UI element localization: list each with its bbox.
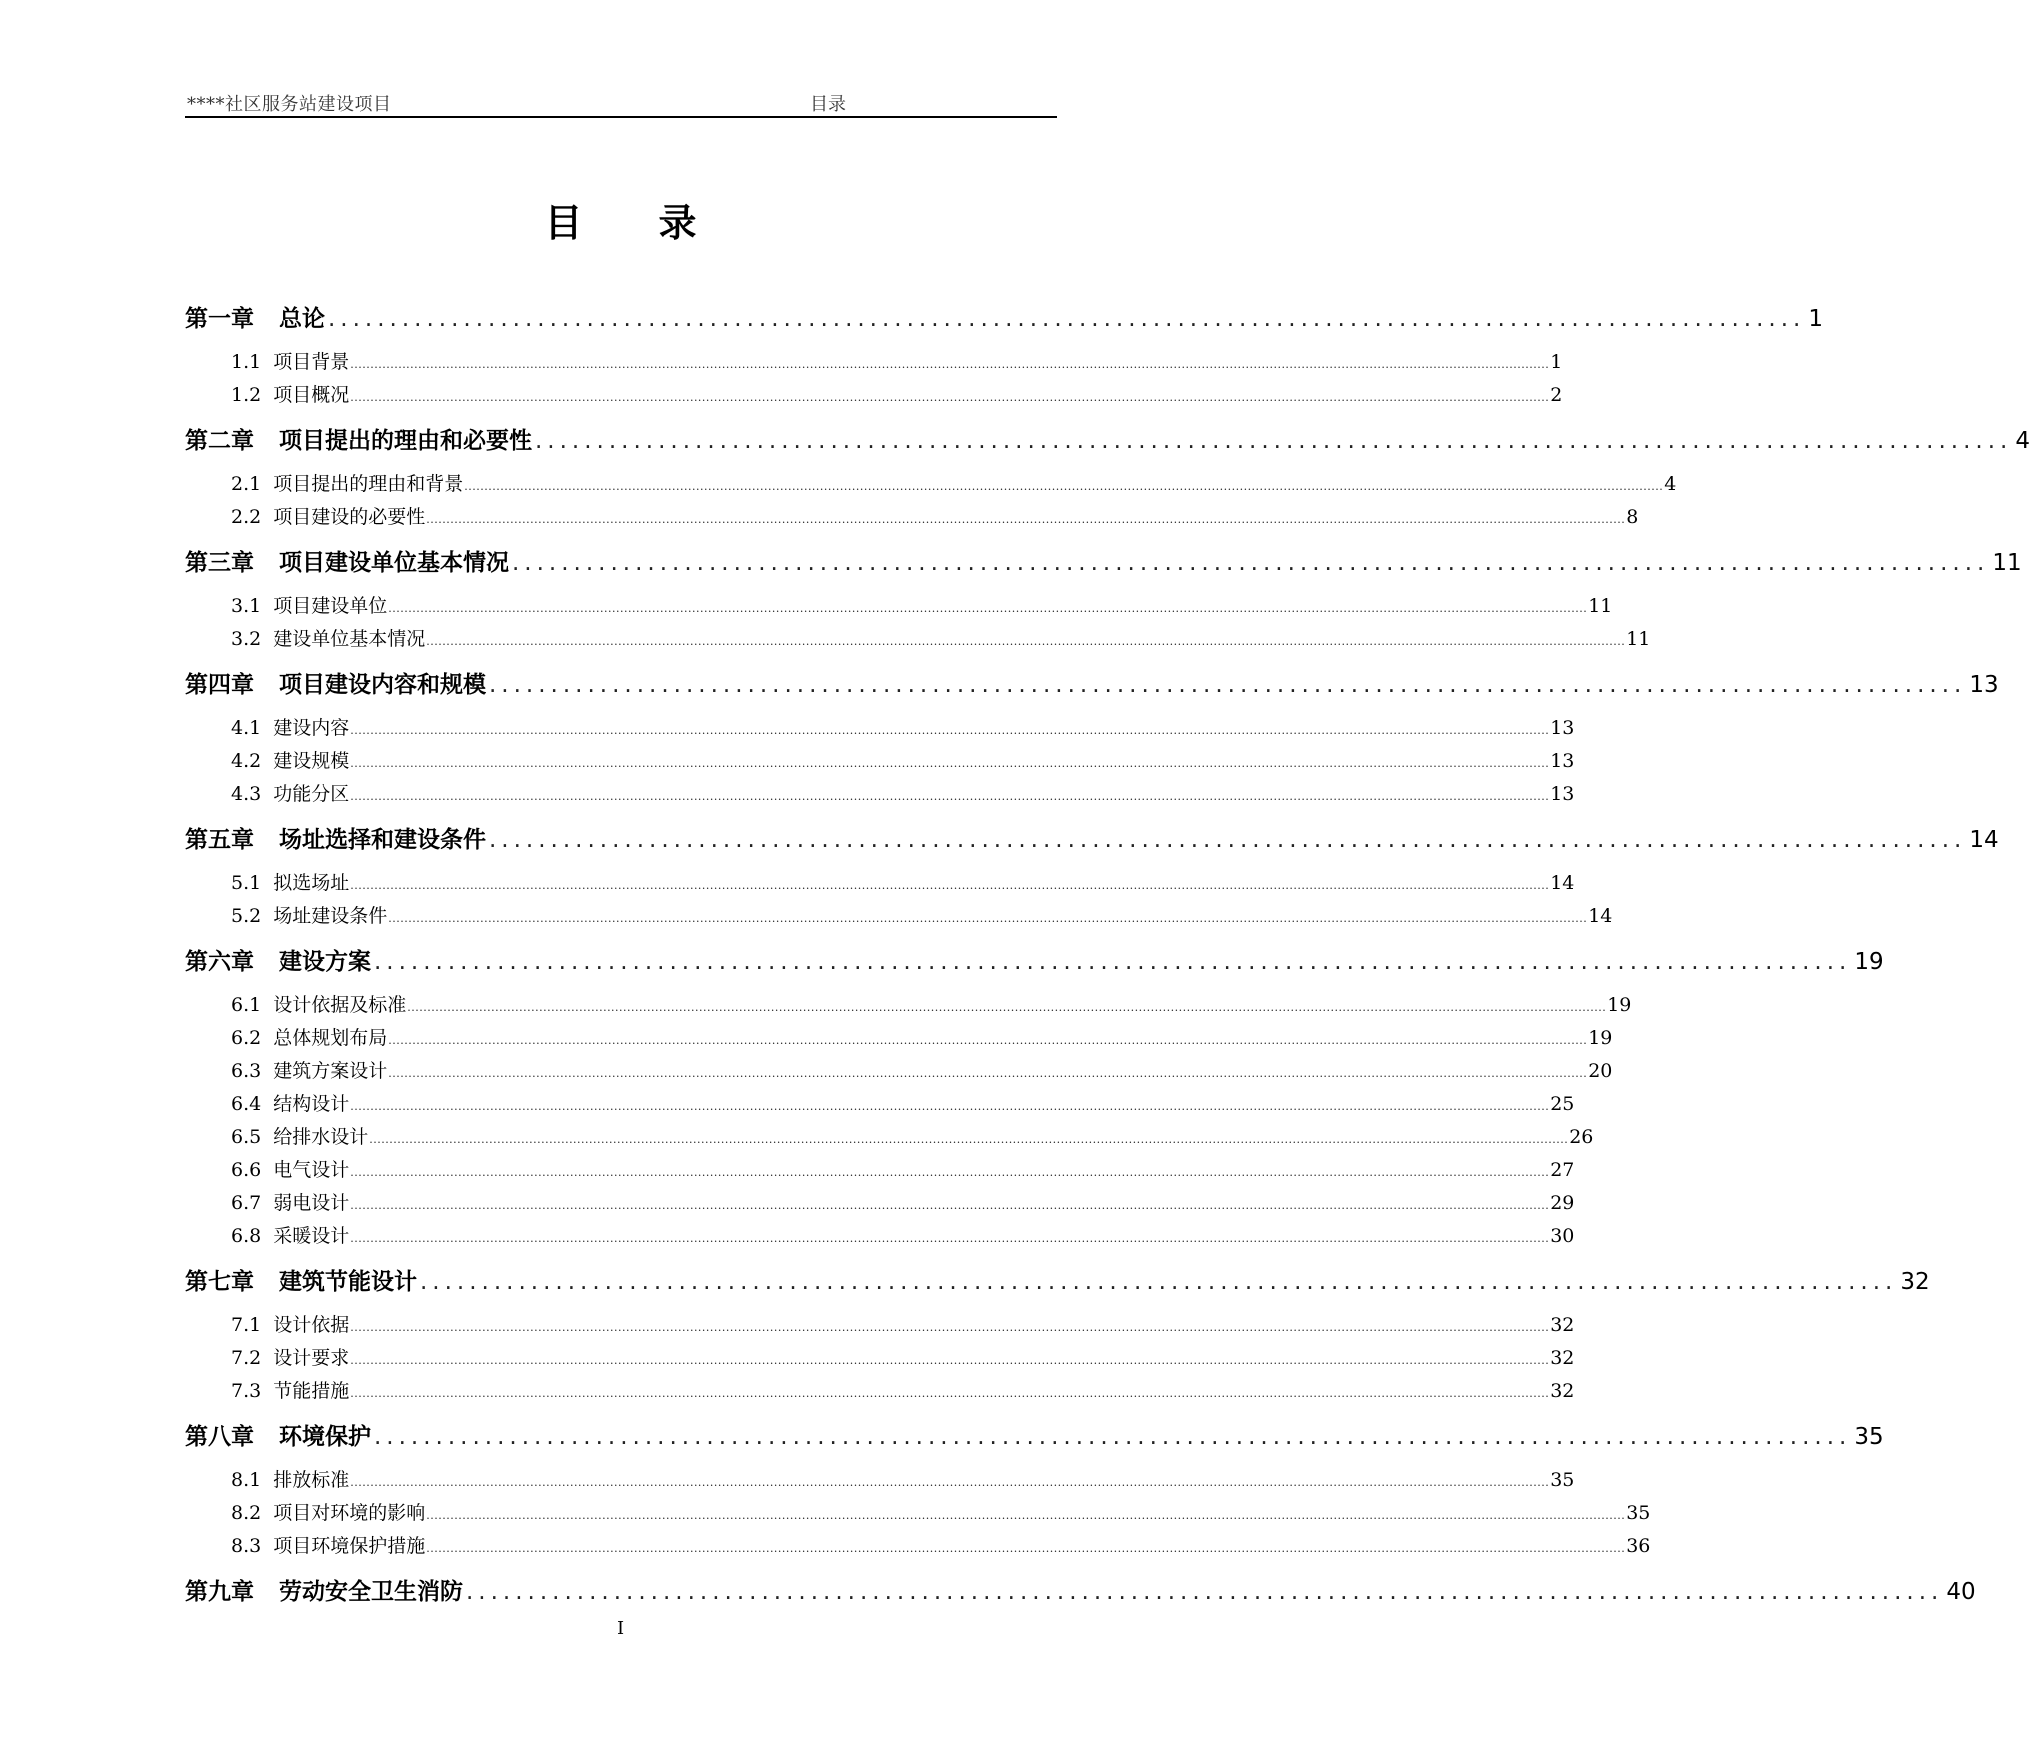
section-number: 1.2 xyxy=(231,384,262,406)
chapter-page-number: 19 xyxy=(1854,949,1884,975)
dot-leader: ............................................................................................................................................................................................................................................................................................................ xyxy=(350,1476,1550,1489)
section-page-number: 36 xyxy=(1626,1535,1651,1557)
chapter-title: 项目建设内容和规模 xyxy=(279,672,486,698)
toc-chapter-entry[interactable] xyxy=(185,936,1884,989)
section-page-number: 29 xyxy=(1550,1192,1575,1214)
section-title: 建设单位基本情况 xyxy=(273,628,426,650)
chapter-number: 第五章 xyxy=(185,827,254,853)
dot-leader: ............................................................................................................................................................................................................................................................................................................ xyxy=(350,1321,1550,1334)
chapter-page-number: 40 xyxy=(1946,1579,1976,1605)
chapter-page-number: 11 xyxy=(1992,550,2022,576)
section-page-number: 26 xyxy=(1569,1126,1594,1148)
dot-leader: ............................................................................................................................................................................................................................................................................................................ xyxy=(426,513,1626,526)
section-page-number: 19 xyxy=(1588,1027,1613,1049)
section-title: 项目概况 xyxy=(273,384,350,406)
chapter-number: 第三章 xyxy=(185,550,254,576)
section-page-number: 14 xyxy=(1550,872,1575,894)
section-page-number: 32 xyxy=(1550,1347,1575,1369)
section-title: 总体规划布局 xyxy=(273,1027,388,1049)
section-page-number: 20 xyxy=(1588,1060,1613,1082)
section-number: 4.2 xyxy=(231,750,262,772)
chapter-number: 第九章 xyxy=(185,1579,254,1605)
section-page-number: 32 xyxy=(1550,1314,1575,1336)
toc-section-entry[interactable] xyxy=(185,379,1563,412)
section-number: 6.1 xyxy=(231,994,262,1016)
chapter-title: 劳动安全卫生消防 xyxy=(279,1579,463,1605)
dot-leader: ............................................................................................................................................................................................................................................................................................................ xyxy=(407,1001,1607,1014)
dot-leader: ............................................................................................................................................................................................................................................................................................................ xyxy=(350,1166,1550,1179)
chapter-number: 第七章 xyxy=(185,1269,254,1295)
section-title: 建设规模 xyxy=(273,750,350,772)
section-number: 7.3 xyxy=(231,1380,262,1402)
toc-section-entry[interactable] xyxy=(185,1375,1575,1408)
dot-leader: ............................................................................................................................................................................................................................................................................................................ xyxy=(350,1100,1550,1113)
dot-leader: ............................................................................................................................................................................................................................................................................................................ xyxy=(350,1387,1550,1400)
page-number: I xyxy=(616,1618,625,1639)
section-title: 项目提出的理由和背景 xyxy=(273,473,464,495)
toc-section-entry[interactable] xyxy=(185,1530,1651,1563)
section-page-number: 25 xyxy=(1550,1093,1575,1115)
section-number: 3.1 xyxy=(231,595,262,617)
dot-leader: ............................................................................................................................................................................................................................................................................................................ xyxy=(388,602,1588,615)
dot-leader: ............................................................................................................................................................................................................................................................................................................ xyxy=(350,879,1550,892)
section-page-number: 11 xyxy=(1626,628,1651,650)
dot-leader: ............................................................................................................................................................................................................................................................................................................ xyxy=(388,1067,1588,1080)
toc-section-entry[interactable] xyxy=(185,1055,1613,1088)
dot-leader: ............................................................................................................................................................................................................................................................................................................ xyxy=(350,1354,1550,1367)
dot-leader: ........................................................................................................................ xyxy=(374,949,1852,975)
toc-section-entry[interactable] xyxy=(185,590,1613,623)
section-number: 4.3 xyxy=(231,783,262,805)
chapter-title: 总论 xyxy=(279,306,325,332)
chapter-title: 建筑节能设计 xyxy=(279,1269,417,1295)
dot-leader: ........................................................................................................................ xyxy=(489,827,1967,853)
title-char-1: 目 xyxy=(544,201,583,245)
dot-leader: ............................................................................................................................................................................................................................................................................................................ xyxy=(350,790,1550,803)
dot-leader: ........................................................................................................................ xyxy=(512,550,1990,576)
table-of-contents xyxy=(185,293,2030,1619)
section-page-number: 35 xyxy=(1550,1469,1575,1491)
section-number: 2.1 xyxy=(231,473,262,495)
section-page-number: 30 xyxy=(1550,1225,1575,1247)
dot-leader: ............................................................................................................................................................................................................................................................................................................ xyxy=(350,724,1550,737)
dot-leader: ............................................................................................................................................................................................................................................................................................................ xyxy=(388,912,1588,925)
chapter-page-number: 13 xyxy=(1969,672,1999,698)
section-page-number: 11 xyxy=(1588,595,1613,617)
toc-section-entry[interactable] xyxy=(185,1121,1594,1154)
toc-section-entry[interactable] xyxy=(185,501,1639,534)
chapter-number: 第八章 xyxy=(185,1424,254,1450)
toc-section-entry[interactable] xyxy=(185,1220,1575,1253)
toc-section-entry[interactable] xyxy=(185,1309,1575,1342)
chapter-page-number: 14 xyxy=(1969,827,1999,853)
section-title: 建筑方案设计 xyxy=(273,1060,388,1082)
section-title: 弱电设计 xyxy=(273,1192,350,1214)
toc-chapter-entry[interactable] xyxy=(185,293,1823,346)
section-title: 节能措施 xyxy=(273,1380,350,1402)
section-number: 6.5 xyxy=(231,1126,262,1148)
section-title: 功能分区 xyxy=(273,783,350,805)
toc-section-entry[interactable] xyxy=(185,712,1575,745)
section-title: 电气设计 xyxy=(273,1159,350,1181)
toc-chapter-entry[interactable] xyxy=(185,1256,1930,1309)
toc-section-entry[interactable] xyxy=(185,867,1575,900)
section-page-number: 13 xyxy=(1550,717,1575,739)
toc-section-entry[interactable] xyxy=(185,1187,1575,1220)
section-number: 8.2 xyxy=(231,1502,262,1524)
chapter-number: 第一章 xyxy=(185,306,254,332)
toc-section-entry[interactable] xyxy=(185,346,1563,379)
chapter-title: 建设方案 xyxy=(279,949,371,975)
section-title: 项目环境保护措施 xyxy=(273,1535,426,1557)
header-section-name: 目录 xyxy=(810,94,846,115)
section-number: 4.1 xyxy=(231,717,262,739)
toc-section-entry[interactable] xyxy=(185,468,1677,501)
section-number: 6.4 xyxy=(231,1093,262,1115)
section-title: 项目背景 xyxy=(273,351,350,373)
section-page-number: 19 xyxy=(1607,994,1632,1016)
section-page-number: 35 xyxy=(1626,1502,1651,1524)
dot-leader: ............................................................................................................................................................................................................................................................................................................ xyxy=(369,1133,1569,1146)
chapter-page-number: 35 xyxy=(1854,1424,1884,1450)
section-number: 8.3 xyxy=(231,1535,262,1557)
dot-leader: ........................................................................................................................ xyxy=(374,1424,1852,1450)
toc-section-entry[interactable] xyxy=(185,1497,1651,1530)
toc-chapter-entry[interactable] xyxy=(185,415,2030,468)
chapter-number: 第四章 xyxy=(185,672,254,698)
section-title: 结构设计 xyxy=(273,1093,350,1115)
section-title: 设计依据 xyxy=(273,1314,350,1336)
chapter-number: 第二章 xyxy=(185,428,254,454)
section-title: 采暖设计 xyxy=(273,1225,350,1247)
toc-section-entry[interactable] xyxy=(185,900,1613,933)
section-page-number: 2 xyxy=(1550,384,1563,406)
dot-leader: ............................................................................................................................................................................................................................................................................................................ xyxy=(426,1509,1626,1522)
dot-leader: ............................................................................................................................................................................................................................................................................................................ xyxy=(426,1542,1626,1555)
section-number: 6.2 xyxy=(231,1027,262,1049)
section-title: 设计要求 xyxy=(273,1347,350,1369)
section-page-number: 1 xyxy=(1550,351,1563,373)
chapter-page-number: 4 xyxy=(2015,428,2030,454)
toc-section-entry[interactable] xyxy=(185,1022,1613,1055)
section-number: 1.1 xyxy=(231,351,262,373)
dot-leader: ............................................................................................................................................................................................................................................................................................................ xyxy=(350,391,1550,404)
section-title: 场址建设条件 xyxy=(273,905,388,927)
section-page-number: 4 xyxy=(1664,473,1677,495)
toc-chapter-entry[interactable] xyxy=(185,814,1999,867)
dot-leader: ........................................................................................................................ xyxy=(420,1269,1898,1295)
section-number: 2.2 xyxy=(231,506,262,528)
section-number: 6.6 xyxy=(231,1159,262,1181)
toc-chapter-entry[interactable] xyxy=(185,1411,1884,1464)
toc-section-entry[interactable] xyxy=(185,623,1651,656)
dot-leader: ........................................................................................................................ xyxy=(328,306,1806,332)
chapter-page-number: 32 xyxy=(1900,1269,1930,1295)
page-title xyxy=(0,192,1241,247)
page-header xyxy=(185,86,1057,118)
toc-section-entry[interactable] xyxy=(185,1154,1575,1187)
dot-leader: ............................................................................................................................................................................................................................................................................................................ xyxy=(350,1232,1550,1245)
section-number: 6.3 xyxy=(231,1060,262,1082)
dot-leader: ............................................................................................................................................................................................................................................................................................................ xyxy=(350,757,1550,770)
toc-section-entry[interactable] xyxy=(185,1342,1575,1375)
section-page-number: 8 xyxy=(1626,506,1639,528)
section-title: 项目建设的必要性 xyxy=(273,506,426,528)
chapter-number: 第六章 xyxy=(185,949,254,975)
toc-section-entry[interactable] xyxy=(185,989,1632,1022)
section-page-number: 14 xyxy=(1588,905,1613,927)
chapter-title: 环境保护 xyxy=(279,1424,371,1450)
toc-chapter-entry[interactable] xyxy=(185,1566,1976,1619)
toc-chapter-entry[interactable] xyxy=(185,537,2022,590)
section-title: 设计依据及标准 xyxy=(273,994,407,1016)
dot-leader: ............................................................................................................................................................................................................................................................................................................ xyxy=(350,358,1550,371)
section-number: 8.1 xyxy=(231,1469,262,1491)
chapter-title: 项目建设单位基本情况 xyxy=(279,550,509,576)
section-number: 5.1 xyxy=(231,872,262,894)
toc-section-entry[interactable] xyxy=(185,1088,1575,1121)
dot-leader: ........................................................................................................................ xyxy=(489,672,1967,698)
section-number: 7.2 xyxy=(231,1347,262,1369)
chapter-page-number: 1 xyxy=(1808,306,1823,332)
header-project-name: ****社区服务站建设项目 xyxy=(187,94,392,115)
dot-leader: ........................................................................................................................ xyxy=(466,1579,1944,1605)
chapter-title: 项目提出的理由和必要性 xyxy=(279,428,532,454)
section-title: 建设内容 xyxy=(273,717,350,739)
section-page-number: 13 xyxy=(1550,783,1575,805)
section-page-number: 13 xyxy=(1550,750,1575,772)
section-title: 项目对环境的影响 xyxy=(273,1502,426,1524)
dot-leader: ............................................................................................................................................................................................................................................................................................................ xyxy=(464,480,1664,493)
chapter-title: 场址选择和建设条件 xyxy=(279,827,486,853)
section-page-number: 27 xyxy=(1550,1159,1575,1181)
section-number: 3.2 xyxy=(231,628,262,650)
dot-leader: ............................................................................................................................................................................................................................................................................................................ xyxy=(350,1199,1550,1212)
title-char-2: 录 xyxy=(658,201,697,245)
section-number: 7.1 xyxy=(231,1314,262,1336)
dot-leader: ............................................................................................................................................................................................................................................................................................................ xyxy=(426,635,1626,648)
section-title: 排放标准 xyxy=(273,1469,350,1491)
section-number: 5.2 xyxy=(231,905,262,927)
section-page-number: 32 xyxy=(1550,1380,1575,1402)
dot-leader: ............................................................................................................................................................................................................................................................................................................ xyxy=(388,1034,1588,1047)
dot-leader: ........................................................................................................................ xyxy=(535,428,2013,454)
toc-section-entry[interactable] xyxy=(185,778,1575,811)
toc-chapter-entry[interactable] xyxy=(185,659,1999,712)
section-number: 6.7 xyxy=(231,1192,262,1214)
toc-section-entry[interactable] xyxy=(185,1464,1575,1497)
section-title: 拟选场址 xyxy=(273,872,350,894)
section-number: 6.8 xyxy=(231,1225,262,1247)
section-title: 项目建设单位 xyxy=(273,595,388,617)
toc-section-entry[interactable] xyxy=(185,745,1575,778)
section-title: 给排水设计 xyxy=(273,1126,369,1148)
